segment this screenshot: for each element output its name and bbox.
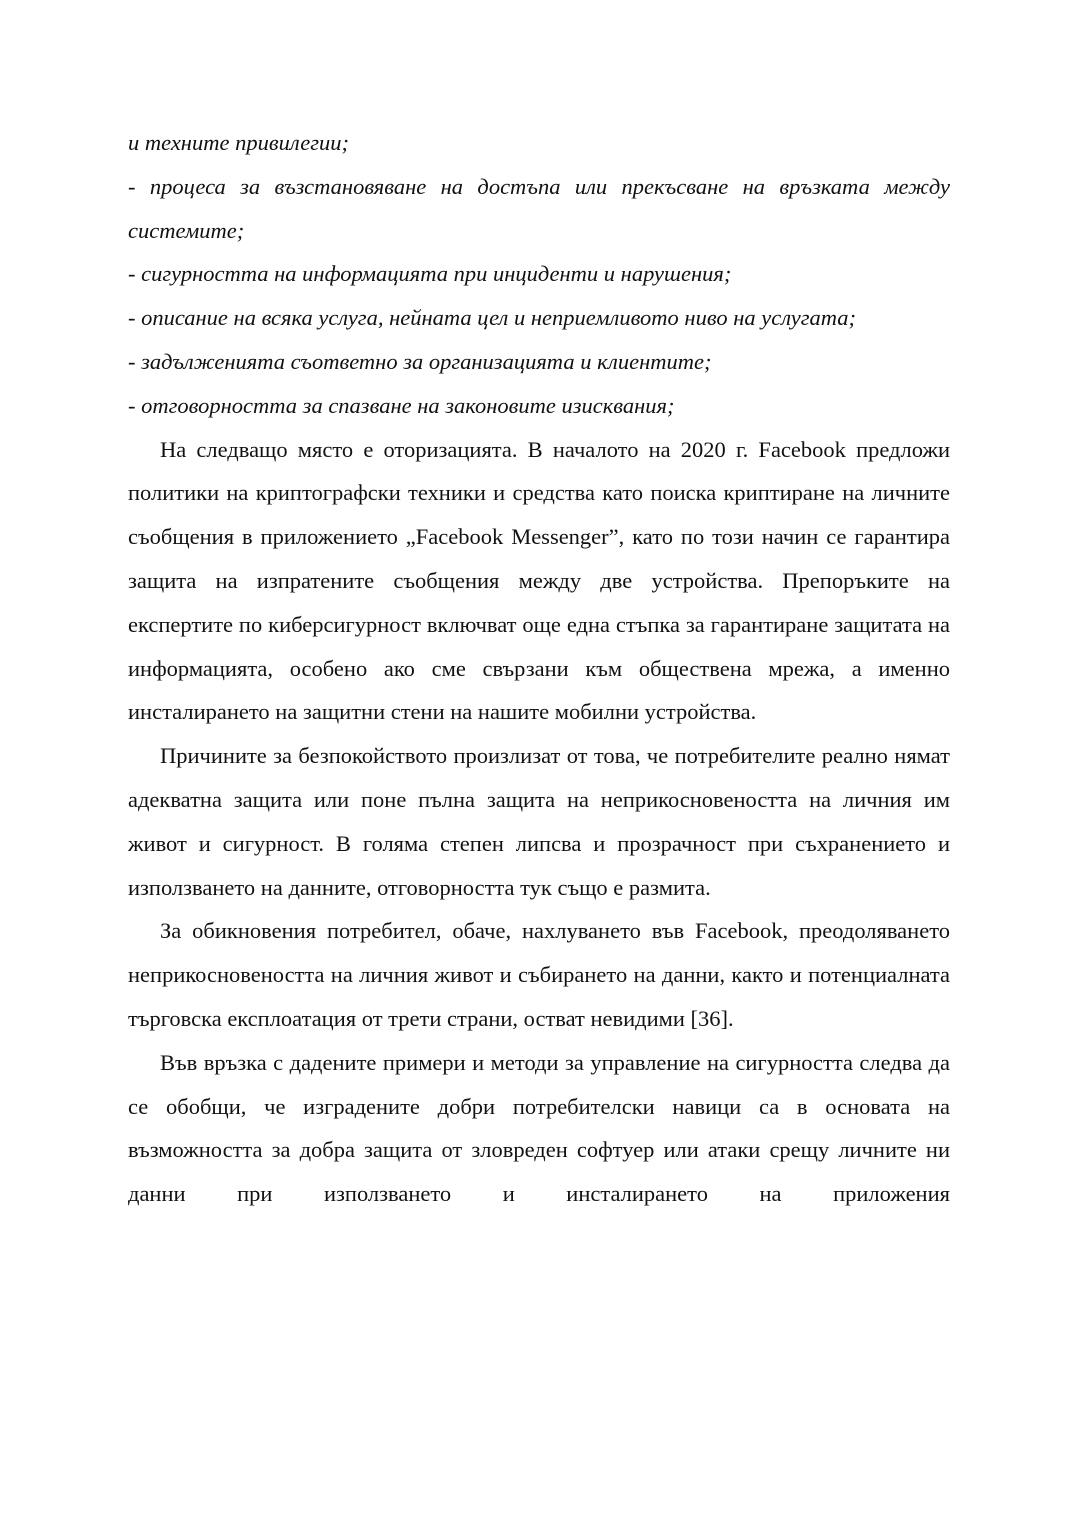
document-page bbox=[128, 121, 950, 1216]
list-item-continuation: и техните привилегии; bbox=[128, 130, 349, 155]
paragraph-conclusion: Във връзка с дадените примери и методи за управление на сигурността следва да се обобщи, че изградените добри потребителски навици са в основата на възможността за добра защита от зловреден софтуер или атаки срещу личните ни данни при използването и инсталирането на приложения bbox=[128, 1049, 950, 1207]
list-item-service-description: - описание на всяка услуга, нейната цел и неприемливото ниво на услугата; bbox=[128, 305, 856, 331]
paragraph-ordinary-user: За обикновения потребител, обаче, нахлуването във Facebook, преодоляването неприкосновеността на личния живот и събирането на данни, както и потенциалната търговска експлоатация от трети страни, остват невидими [36]. bbox=[128, 918, 950, 1031]
list-item-legal-compliance: - отговорността за спазване на законовите изисквания; bbox=[128, 392, 675, 418]
paragraph-concerns: Причините за безпокойството произлизат от това, че потребителите реално нямат адекватна защита или поне пълна защита на неприкосновеността на личния им живот и сигурност. В голяма степен липсва и прозрачност при съхранението и използването на данните, отговорността тук също е размита. bbox=[128, 743, 950, 900]
paragraph-authorization: На следващо място е оторизацията. В началото на 2020 г. Facebook предложи политики на криптографски техники и средства като поиска криптиране на личните съобщения в приложението „Facebook Messenger”, като по този начин се гарантира защита на изпратените съобщения между две устройства. Препоръките на експертите по киберсигурност включват още една стъпка за гарантиране защитата на информацията, особено ако сме свързани към обществена мрежа, а именно инсталирането на защитни стени на нашите мобилни устройства. bbox=[128, 436, 950, 725]
list-item-obligations: - задълженията съответно за организацията и клиентите; bbox=[128, 348, 712, 374]
list-item-incident-security: - сигурността на информацията при инциденти и нарушения; bbox=[128, 261, 732, 287]
list-item-access-recovery: - процеса за възстановяване на достъпа или прекъсване на връзката между системите; bbox=[128, 173, 950, 243]
